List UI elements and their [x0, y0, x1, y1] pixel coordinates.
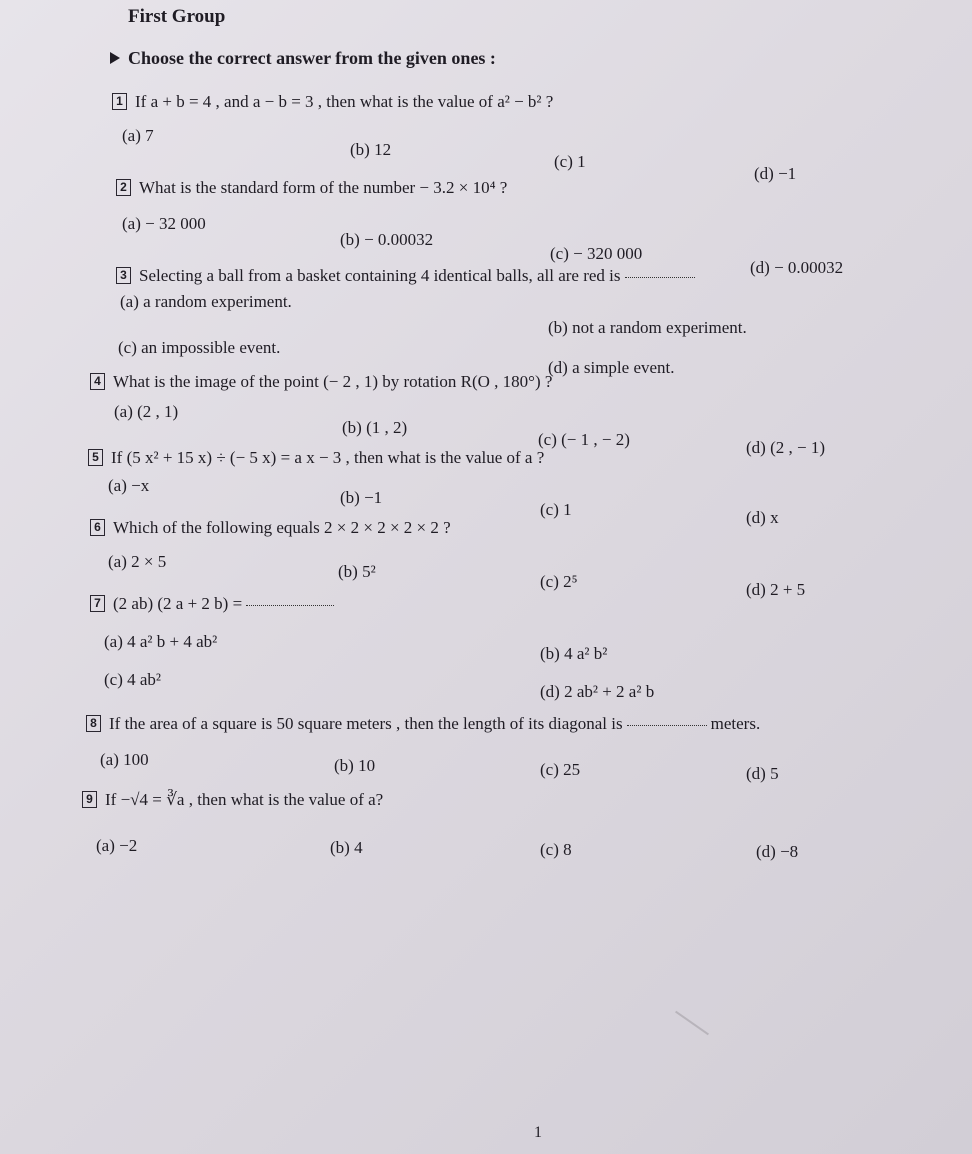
option-a: (a) −2 — [96, 836, 138, 855]
option-a: (a) −x — [108, 476, 150, 495]
question-4 — [90, 372, 552, 392]
question-8 — [86, 714, 760, 734]
blank-line — [246, 605, 334, 606]
question-text: Selecting a ball from a basket containing 4 identical balls, all are red is — [139, 266, 621, 285]
question-number: 2 — [116, 179, 131, 196]
question-number: 6 — [90, 519, 105, 536]
option-b: (b) 10 — [334, 756, 376, 775]
option-c: (c) 1 — [540, 500, 572, 519]
arrow-icon — [110, 52, 120, 64]
option-d: (d) −8 — [756, 842, 799, 861]
question-9 — [82, 790, 383, 810]
question-1 — [112, 92, 553, 112]
option-a: (a) 100 — [100, 750, 149, 769]
option-a: (a) 7 — [122, 126, 154, 145]
question-text: If −√4 = ∛a , then what is the value of a? — [105, 790, 384, 809]
option-a: (a) 2 × 5 — [108, 552, 167, 571]
question-7 — [90, 594, 338, 614]
question-2 — [116, 178, 507, 198]
question-6 — [90, 518, 451, 538]
question-number: 3 — [116, 267, 131, 284]
question-text: If the area of a square is 50 square meters , then the length of its diagonal is — [109, 714, 623, 733]
paper-crease — [675, 1011, 709, 1036]
question-number: 8 — [86, 715, 101, 732]
option-b: (b) 4 — [330, 838, 363, 857]
option-b: (b) 12 — [350, 140, 392, 159]
question-number: 1 — [112, 93, 127, 110]
option-c: (c) an impossible event. — [118, 338, 281, 357]
option-d: (d) 2 ab² + 2 a² b — [540, 682, 655, 701]
question-text: If a + b = 4 , and a − b = 3 , then what is the value of a² − b² ? — [135, 92, 554, 111]
option-d: (d) x — [746, 508, 779, 527]
instruction-line — [110, 48, 496, 69]
option-c: (c) (− 1 , − 2) — [538, 430, 630, 449]
option-d: (d) − 0.00032 — [750, 258, 844, 277]
question-number: 4 — [90, 373, 105, 390]
question-number: 9 — [82, 791, 97, 808]
question-text: What is the standard form of the number − 3.2 × 10⁴ ? — [139, 178, 508, 197]
page-number: 1 — [534, 1124, 542, 1141]
question-number: 5 — [88, 449, 103, 466]
option-c: (c) − 320 000 — [550, 244, 643, 263]
instruction-text: Choose the correct answer from the given ones : — [128, 48, 496, 68]
option-d: (d) −1 — [754, 164, 797, 183]
question-3 — [116, 266, 699, 286]
group-title: First Group — [128, 6, 226, 27]
question-number: 7 — [90, 595, 105, 612]
question-text: If (5 x² + 15 x) ÷ (− 5 x) = a x − 3 , then what is the value of a ? — [111, 448, 545, 467]
option-c: (c) 4 ab² — [104, 670, 162, 689]
option-b: (b) 4 a² b² — [540, 644, 608, 663]
blank-line — [625, 277, 695, 278]
option-a: (a) (2 , 1) — [114, 402, 179, 421]
option-b: (b) not a random experiment. — [548, 318, 747, 337]
option-a: (a) 4 a² b + 4 ab² — [104, 632, 218, 651]
option-c: (c) 8 — [540, 840, 572, 859]
option-d: (d) 2 + 5 — [746, 580, 806, 599]
option-a: (a) − 32 000 — [122, 214, 206, 233]
question-text: Which of the following equals 2 × 2 × 2 × 2 × 2 ? — [113, 518, 451, 537]
option-b: (b) 5² — [338, 562, 376, 581]
question-5 — [88, 448, 544, 468]
option-c: (c) 1 — [554, 152, 586, 171]
option-c: (c) 25 — [540, 760, 581, 779]
option-b: (b) −1 — [340, 488, 383, 507]
option-a: (a) a random experiment. — [120, 292, 292, 311]
option-c: (c) 2⁵ — [540, 572, 578, 591]
blank-line — [627, 725, 707, 726]
option-d: (d) (2 , − 1) — [746, 438, 825, 457]
option-b: (b) − 0.00032 — [340, 230, 434, 249]
question-text: (2 ab) (2 a + 2 b) = — [113, 594, 243, 613]
option-b: (b) (1 , 2) — [342, 418, 408, 437]
option-d: (d) 5 — [746, 764, 779, 783]
question-text-end: meters. — [710, 714, 761, 733]
question-text: What is the image of the point (− 2 , 1) by rotation R(O , 180°) ? — [113, 372, 553, 391]
option-d: (d) a simple event. — [548, 358, 675, 377]
